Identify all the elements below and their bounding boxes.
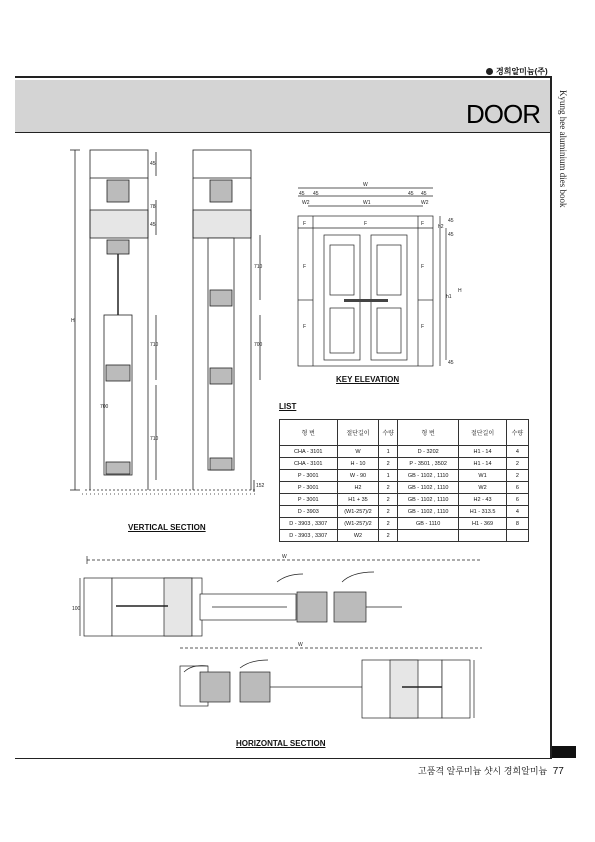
table-cell: D - 3202 — [397, 446, 458, 458]
ke-f-4: F — [303, 264, 307, 270]
ke-dim-r2: 45 — [448, 232, 454, 238]
ke-dim-45d: 45 — [421, 191, 427, 197]
table-cell: 2 — [506, 470, 528, 482]
table-cell: H1 - 369 — [459, 518, 506, 530]
ke-f-6: F — [303, 324, 307, 330]
ke-dim-r1: 45 — [448, 218, 454, 224]
table-row — [280, 530, 529, 542]
vertical-section-drawing — [60, 140, 275, 535]
horizontal-section-caption: HORIZONTAL SECTION — [236, 739, 326, 748]
table-cell — [459, 530, 506, 542]
ke-dim-45a: 45 — [299, 191, 305, 197]
table-cell: 2 — [379, 482, 398, 494]
ke-dim-45b: 45 — [313, 191, 319, 197]
table-row — [280, 458, 529, 470]
table-cell: 2 — [379, 506, 398, 518]
ke-dim-h: H — [458, 288, 462, 294]
col-header: 절단길이 — [459, 420, 506, 446]
horizontal-section-drawing — [72, 552, 492, 742]
ke-dim-w: W — [363, 182, 368, 188]
table-cell: 1 — [379, 446, 398, 458]
bottom-rule — [15, 758, 552, 759]
table-cell: 2 — [379, 494, 398, 506]
vs-dim-h: H — [71, 318, 75, 324]
top-rule — [15, 76, 552, 78]
table-row — [280, 518, 529, 530]
side-tab-marker — [552, 746, 576, 758]
col-header: 수량 — [379, 420, 398, 446]
vs-dim-6: 710 — [254, 264, 263, 270]
col-header: 절단길이 — [337, 420, 379, 446]
table-cell: CHA - 3101 — [280, 458, 338, 470]
ke-dim-h1: h1 — [446, 294, 452, 300]
table-cell: W2 — [459, 482, 506, 494]
table-cell: 4 — [506, 506, 528, 518]
vertical-section-caption: VERTICAL SECTION — [128, 523, 206, 532]
door-handle-bar — [344, 299, 388, 302]
ke-f-3: F — [421, 221, 425, 227]
table-cell: D - 3903 , 3307 — [280, 518, 338, 530]
ke-dim-w2b: W2 — [421, 200, 429, 206]
table-cell: GB - 1102 , 1110 — [397, 506, 458, 518]
table-cell: H1 + 35 — [337, 494, 379, 506]
page-number: 77 — [552, 766, 564, 777]
table-cell: (W1-257)/2 — [337, 518, 379, 530]
table-cell: (W1-257)/2 — [337, 506, 379, 518]
table-row — [280, 482, 529, 494]
table-row — [280, 494, 529, 506]
table-cell: 2 — [379, 518, 398, 530]
table-cell: 8 — [506, 518, 528, 530]
col-header: 형 번 — [397, 420, 458, 446]
table-row — [280, 506, 529, 518]
vs-dim-8: 700 — [254, 342, 263, 348]
table-cell — [506, 530, 528, 542]
table-cell: H1 - 313.5 — [459, 506, 506, 518]
ke-dim-r3: 45 — [448, 360, 454, 366]
table-cell: P - 3001 — [280, 482, 338, 494]
vs-dim-1: 45 — [150, 161, 156, 167]
vs-dim-4: 710 — [150, 342, 159, 348]
vs-dim-2: 78 — [150, 204, 156, 210]
ke-f-5: F — [421, 264, 425, 270]
table-row — [280, 470, 529, 482]
ke-f-7: F — [421, 324, 425, 330]
table-cell: P - 3501 , 3502 — [397, 458, 458, 470]
footer — [418, 764, 564, 777]
table-cell — [397, 530, 458, 542]
page-title: DOOR — [466, 99, 540, 129]
table-cell: H2 - 43 — [459, 494, 506, 506]
ke-f-2: F — [364, 221, 368, 227]
table-cell: W — [337, 446, 379, 458]
table-cell: 2 — [379, 458, 398, 470]
table-cell: GB - 1102 , 1110 — [397, 494, 458, 506]
table-cell: GB - 1102 , 1110 — [397, 470, 458, 482]
table-cell: 6 — [506, 494, 528, 506]
header-line — [15, 132, 550, 133]
ke-f-1: F — [303, 221, 307, 227]
ke-dim-45c: 45 — [408, 191, 414, 197]
table-header-row — [280, 420, 529, 446]
col-header: 수량 — [506, 420, 528, 446]
footer-text: 고품격 알루미늄 샷시 경희알미늄 — [418, 766, 548, 776]
table-cell: 2 — [506, 458, 528, 470]
vs-dim-9: 700 — [100, 404, 109, 410]
vs-dim-7: 152 — [256, 483, 265, 489]
table-cell: H - 10 — [337, 458, 379, 470]
hs-dim-100: 100 — [72, 606, 81, 612]
table-cell: GB - 1110 — [397, 518, 458, 530]
ke-dim-w1: W1 — [363, 200, 371, 206]
table-cell: H1 - 14 — [459, 446, 506, 458]
table-cell: 6 — [506, 482, 528, 494]
table-cell: 1 — [379, 470, 398, 482]
vs-dim-3: 45 — [150, 222, 156, 228]
brand-mark-icon — [486, 68, 493, 75]
key-elevation-caption: KEY ELEVATION — [336, 375, 400, 384]
table-cell: D - 3903 — [280, 506, 338, 518]
table-cell: GB - 1102 , 1110 — [397, 482, 458, 494]
table-cell: P - 3001 — [280, 470, 338, 482]
table-cell: D - 3903 , 3307 — [280, 530, 338, 542]
col-header: 형 번 — [280, 420, 338, 446]
table-row — [280, 446, 529, 458]
table-cell: CHA - 3101 — [280, 446, 338, 458]
ke-dim-w2a: W2 — [302, 200, 310, 206]
parts-list-table — [279, 419, 529, 542]
table-cell: H2 — [337, 482, 379, 494]
hs-dim-w1: W — [282, 554, 287, 560]
table-cell: 4 — [506, 446, 528, 458]
side-label: Kyung hee aluminium dies book — [558, 90, 568, 208]
table-cell: 2 — [379, 530, 398, 542]
table-cell: W1 — [459, 470, 506, 482]
key-elevation-drawing — [288, 180, 468, 375]
table-cell: P - 3001 — [280, 494, 338, 506]
vs-dim-5: 710 — [150, 436, 159, 442]
table-cell: H1 - 14 — [459, 458, 506, 470]
list-title: LIST — [279, 402, 297, 411]
table-cell: W2 — [337, 530, 379, 542]
side-strip — [550, 78, 552, 758]
brand-name: 경희알미늄(주) — [496, 67, 548, 76]
table-cell: W - 90 — [337, 470, 379, 482]
hs-dim-w2: W — [298, 642, 303, 648]
ke-dim-h2: h2 — [438, 224, 444, 230]
